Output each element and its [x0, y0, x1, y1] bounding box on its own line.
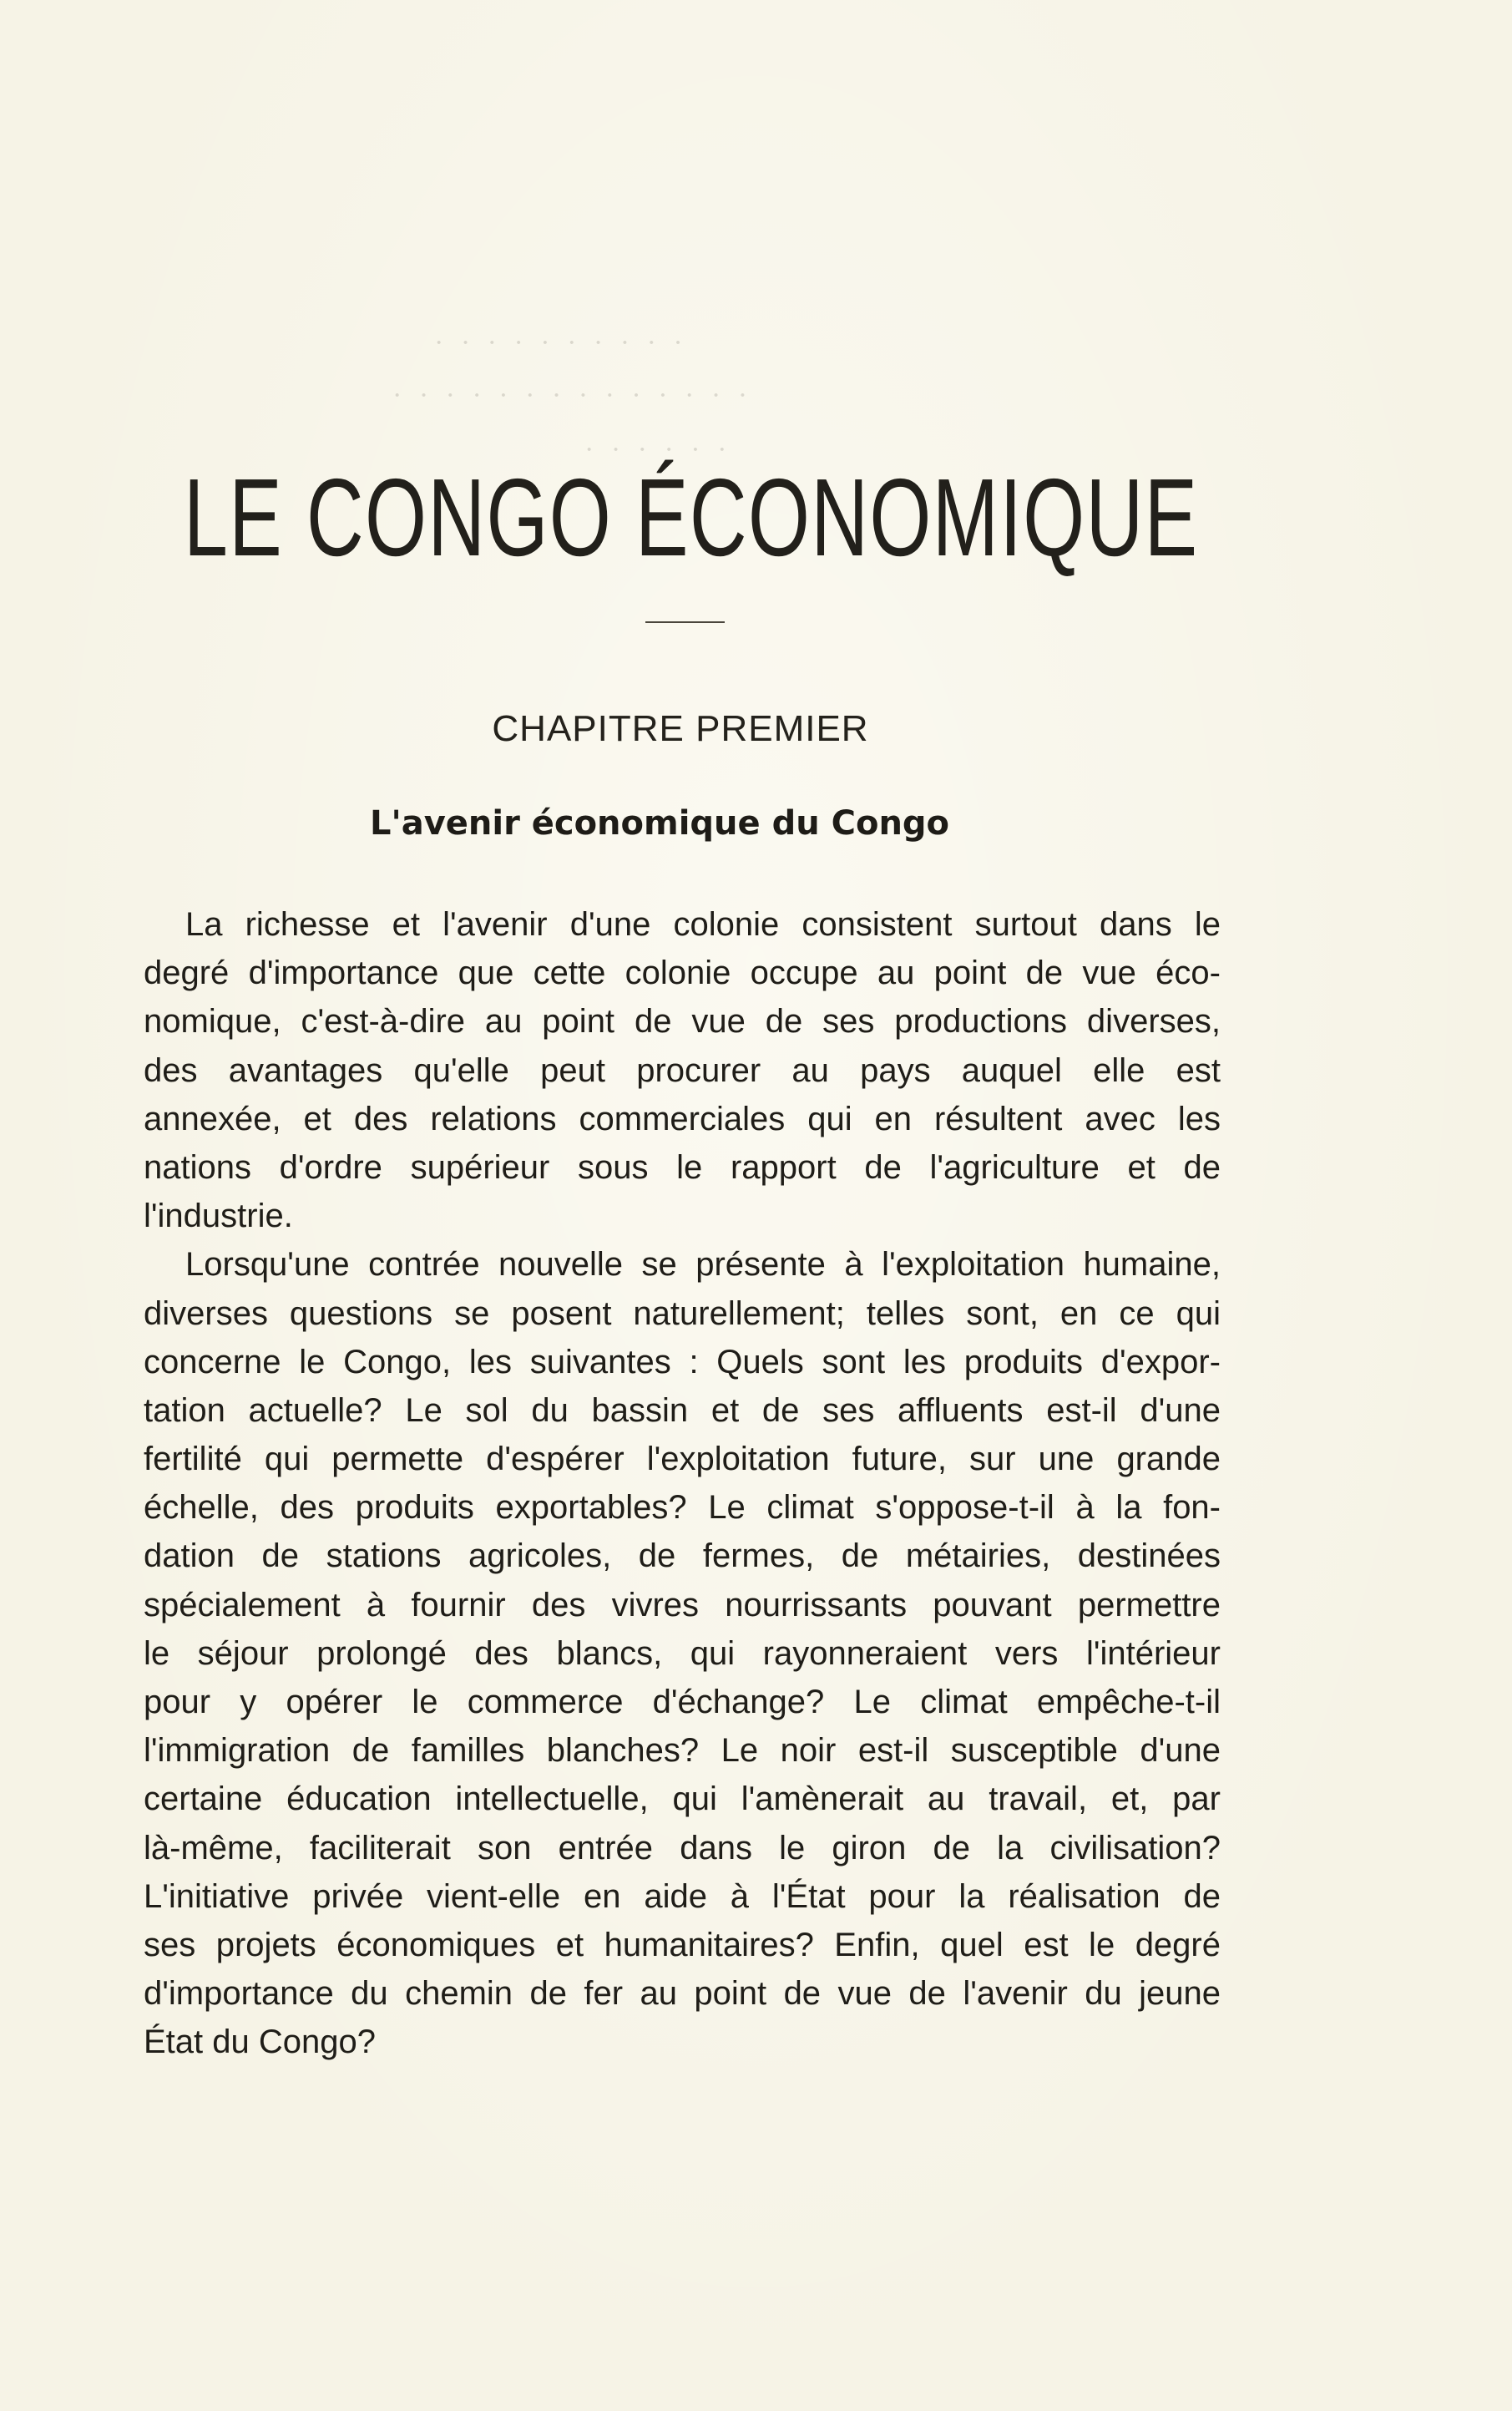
text-line: là-même, faciliterait son entrée dans le giron de la civilisation?	[144, 1829, 1221, 1866]
text-line: nomique, c'est-à-dire au point de vue de ses productions diverses,	[144, 1003, 1221, 1041]
text-line: annexée, et des relations commerciales qui en résultent avec les	[144, 1100, 1221, 1137]
title-divider	[645, 621, 725, 623]
text-line: d'importance du chemin de fer au point de vue de l'avenir du jeune	[144, 1975, 1221, 2013]
text-line: spécialement à fournir des vivres nourrissants pouvant permettre	[144, 1586, 1221, 1623]
text-line: certaine éducation intellectuelle, qui l'amènerait au travail, et, par	[144, 1780, 1221, 1818]
text-line: pour y opérer le commerce d'échange? Le climat empêche-t-il	[144, 1684, 1221, 1720]
text-line: ses projets économiques et humanitaires? Enfin, quel est le degré	[144, 1926, 1221, 1963]
book-title: LE CONGO ÉCONOMIQUE	[184, 456, 1199, 579]
text-line: échelle, des produits exportables? Le climat s'oppose-t-il à la fon-	[144, 1489, 1221, 1527]
text-line: le séjour prolongé des blancs, qui rayonneraient vers l'intérieur	[144, 1634, 1221, 1672]
section-title: L'avenir économique du Congo	[369, 804, 950, 843]
show-through-text: · · · · · ·	[584, 434, 732, 465]
text-line: l'immigration de familles blanches? Le noir est-il susceptible d'une	[144, 1732, 1221, 1770]
body-text	[144, 900, 1221, 2067]
show-through-text: · · · · · · · · · · · · · ·	[392, 380, 753, 411]
text-line: des avantages qu'elle peut procurer au pays auquel elle est	[144, 1051, 1221, 1089]
text-line: degré d'importance que cette colonie occupe au point de vue éco-	[144, 955, 1221, 992]
show-through-text: · · · · · · · · · ·	[434, 327, 688, 358]
text-line: Lorsqu'une contrée nouvelle se présente à l'exploitation humaine,	[185, 1246, 1221, 1284]
text-line: État du Congo?	[144, 2024, 376, 2061]
text-line: concerne le Congo, les suivantes : Quels sont les produits d'expor-	[144, 1343, 1221, 1380]
text-line: tation actuelle? Le sol du bassin et de ses affluents est-il d'une	[144, 1391, 1221, 1429]
chapter-heading: CHAPITRE PREMIER	[492, 708, 869, 749]
text-line: diverses questions se posent naturellement; telles sont, en ce qui	[144, 1294, 1221, 1332]
text-line: fertilité qui permette d'espérer l'exploitation future, sur une grande	[144, 1441, 1221, 1478]
text-line: La richesse et l'avenir d'une colonie consistent surtout dans le	[185, 906, 1221, 943]
text-line: l'industrie.	[144, 1198, 293, 1235]
text-line: L'initiative privée vient-elle en aide à l'État pour la réalisation de	[144, 1877, 1221, 1915]
text-line: nations d'ordre supérieur sous le rapport de l'agriculture et de	[144, 1148, 1221, 1186]
text-line: dation de stations agricoles, de fermes, de métairies, destinées	[144, 1537, 1221, 1575]
